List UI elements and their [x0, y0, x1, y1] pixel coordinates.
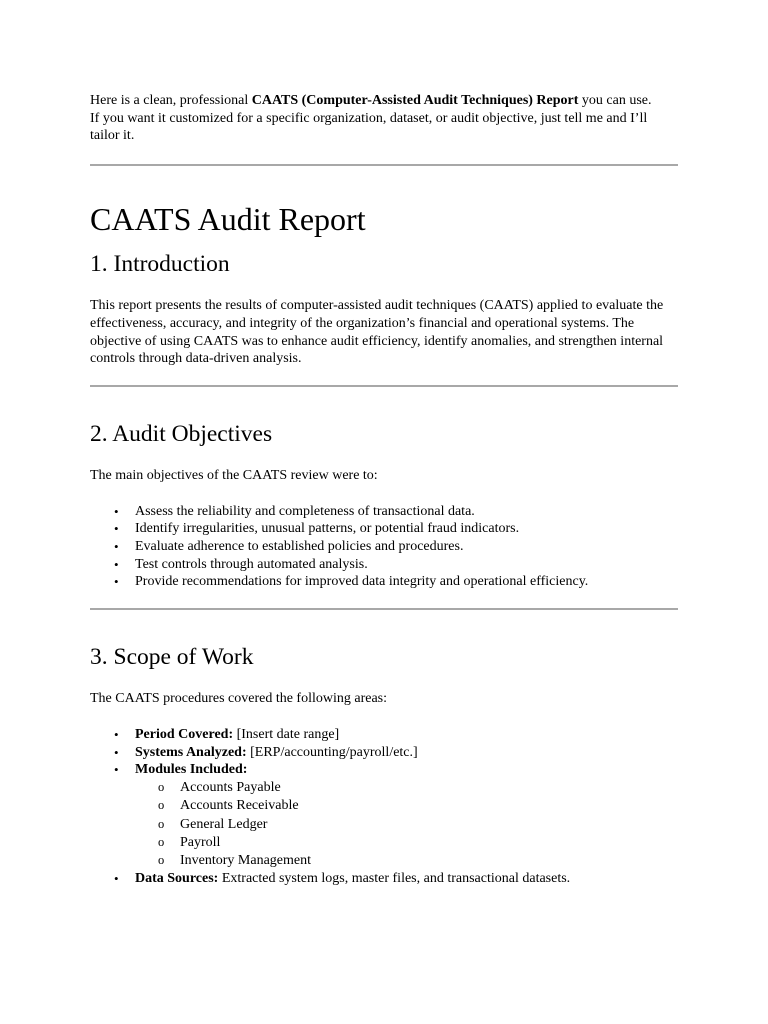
circle-bullet-icon: o: [158, 798, 165, 813]
list-item: • Period Covered: [Insert date range]: [114, 726, 340, 742]
section-heading-scope: 3. Scope of Work: [90, 644, 254, 671]
scope-lead: The CAATS procedures covered the following areas:: [90, 691, 388, 707]
preface-bold-title: CAATS (Computer-Assisted Audit Techniques) Report: [251, 93, 579, 108]
sub-list-item: o Accounts Payable: [158, 779, 281, 795]
sub-list-item: o Inventory Management: [158, 853, 312, 869]
list-item: • Assess the reliability and completeness of transactional data.: [114, 503, 475, 519]
circle-bullet-icon: o: [158, 853, 165, 868]
objectives-list: [90, 503, 678, 592]
modules-sublist: [135, 779, 678, 870]
sub-list-item: o Accounts Receivable: [158, 798, 299, 814]
bullet-icon: •: [114, 539, 119, 555]
list-item: • Evaluate adherence to established policies and procedures.: [114, 539, 464, 555]
section-heading-introduction: 1. Introduction: [90, 251, 230, 278]
introduction-paragraph: This report presents the results of computer-assisted audit techniques (CAATS) applied to evaluate the effectiveness, accuracy, and integrity of the organization’s financial and operational systems. The objective of using CAATS was to enhance audit efficiency, identify anomalies, and strengthen internal controls through data-driven analysis.: [90, 298, 664, 367]
bullet-icon: •: [114, 503, 119, 519]
list-item: • Data Sources: Extracted system logs, master files, and transactional datasets.: [114, 871, 571, 887]
circle-bullet-icon: o: [158, 834, 165, 849]
bullet-icon: •: [114, 556, 119, 572]
list-item: • Provide recommendations for improved data integrity and operational efficiency.: [114, 574, 589, 590]
sub-list-item: o Payroll: [158, 834, 221, 850]
preface-line-1: Here is a clean, professional CAATS (Computer-Assisted Audit Techniques) Report you can use.: [90, 93, 652, 108]
list-item: • Test controls through automated analysis.: [114, 556, 368, 572]
bullet-icon: •: [114, 521, 119, 537]
bullet-icon: •: [114, 726, 119, 742]
objectives-lead: The main objectives of the CAATS review were to:: [90, 467, 378, 483]
bullet-icon: •: [114, 744, 119, 760]
preface-line-2: If you want it customized for a specific organization, dataset, or audit objective, just tell me and I’ll tailor it.: [90, 110, 648, 144]
list-item: • Identify irregularities, unusual patterns, or potential fraud indicators.: [114, 521, 520, 537]
bullet-icon: •: [114, 871, 119, 887]
report-title: CAATS Audit Report: [90, 201, 366, 238]
document-page: [90, 92, 678, 888]
bullet-icon: •: [114, 574, 119, 590]
circle-bullet-icon: o: [158, 816, 165, 831]
section-heading-objectives: 2. Audit Objectives: [90, 420, 273, 447]
list-item: • Systems Analyzed: [ERP/accounting/payroll/etc.]: [114, 744, 418, 760]
scope-list: [90, 726, 678, 888]
list-item: • Modules Included: o Accounts Payable o Accounts Receivable o General Ledger o Payroll o Inventory Management: [90, 761, 678, 870]
bullet-icon: •: [114, 762, 119, 778]
circle-bullet-icon: o: [158, 779, 165, 794]
sub-list-item: o General Ledger: [158, 816, 268, 832]
